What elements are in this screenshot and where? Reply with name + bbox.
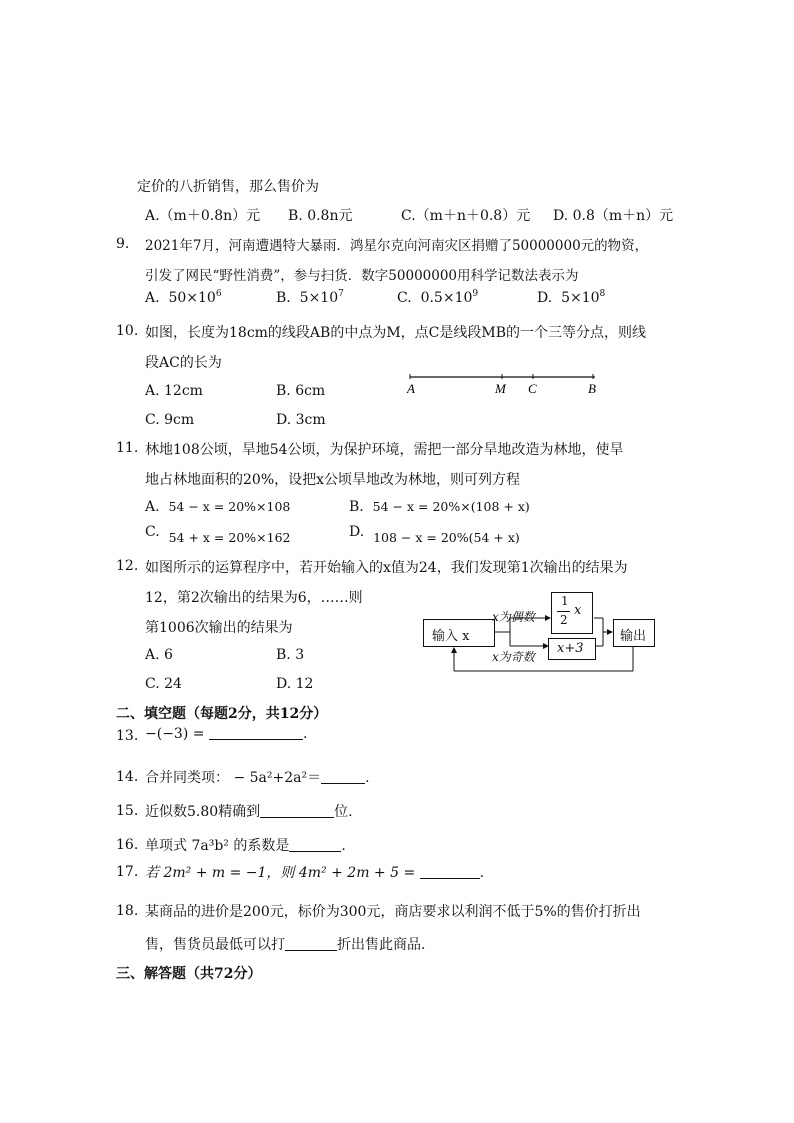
q15-number: 15. (116, 803, 139, 819)
flow-input-box: 输入 x (423, 619, 495, 647)
q10-option-a: A. 12cm (145, 383, 203, 399)
q10-option-c: C. 9cm (145, 412, 195, 428)
point-c-label: C (528, 381, 537, 396)
q9-option-a: A. $50\times 10^6$ (145, 289, 222, 306)
q9-line2: 引发了网民“野性消费”，参与扫货．数字50000000用科学记数法表示为 (145, 268, 579, 284)
q9-option-b: B. $5\times 10^7$ (276, 289, 344, 306)
point-b-label: B (588, 381, 596, 396)
q14-text: 合并同类项： − 5a²+2a²＝ . (145, 770, 370, 786)
q11-line1: 林地108公顷，旱地54公顷，为保护环境，需把一部分旱地改造为林地，使旱 (145, 442, 624, 458)
segment-figure (405, 370, 605, 398)
q13-text: −(−3) = . (145, 726, 308, 742)
q17-number: 17. (116, 864, 139, 880)
q9-number: 9. (116, 236, 130, 252)
q8-option-d: D. 0.8（m＋n）元 (553, 208, 674, 224)
flow-output-box: 输出 (613, 619, 655, 647)
q9-option-c: C. $0.5\times 10^9$ (397, 289, 479, 306)
q10-option-b: B. 6cm (276, 383, 326, 399)
q17-text: 若 2m² + m = −1，则 4m² + 2m + 5 = . (145, 865, 485, 881)
q18-answer-blank[interactable] (285, 937, 337, 951)
q12-line1: 如图所示的运算程序中，若开始输入的x值为24，我们发现第1次输出的结果为 (145, 560, 628, 576)
flow-even-label: x为偶数 (492, 610, 535, 624)
q11-number: 11. (116, 440, 139, 456)
q11-option-a: A. 54 − x = 20%×108 (145, 499, 291, 515)
q13-number: 13. (116, 728, 139, 744)
q12-option-b: B. 3 (276, 647, 305, 663)
q12-line3: 第1006次输出的结果为 (145, 620, 293, 636)
q8-option-a: A.（m＋0.8n）元 (145, 208, 261, 224)
q18-number: 18. (116, 903, 139, 919)
q14-answer-blank[interactable] (321, 770, 365, 784)
q10-option-d: D. 3cm (276, 412, 326, 428)
q18-line2: 售，售货员最低可以打 折出售此商品. (145, 937, 426, 953)
q11-option-b: B. 54 − x = 20%×(108 + x) (349, 499, 530, 515)
q14-number: 14. (116, 769, 139, 785)
q9-line1: 2021年7月，河南遭遇特大暴雨．鸿星尔克向河南灾区捐赠了50000000元的物资， (145, 238, 649, 254)
q10-number: 10. (116, 323, 139, 339)
q12-option-a: A. 6 (145, 647, 173, 663)
flow-odd-label: x为奇数 (492, 650, 535, 664)
q8-option-b: B. 0.8n元 (288, 208, 353, 224)
flow-half-box: 1 2 x (551, 592, 593, 634)
q16-answer-blank[interactable] (289, 838, 341, 852)
q15-text: 近似数5.80精确到 位. (145, 804, 353, 820)
q9-option-d: D. $5\times 10^8$ (537, 289, 606, 306)
q8-option-c: C.（m＋n＋0.8）元 (401, 208, 531, 224)
q17-answer-blank[interactable] (420, 865, 480, 879)
q11-option-c: C. 54 + x = 20%×162 (145, 524, 291, 545)
q15-answer-blank[interactable] (260, 804, 334, 818)
q13-answer-blank[interactable] (209, 726, 303, 740)
q11-line2: 地占林地面积的20%，设把x公顷旱地改为林地，则可列方程 (145, 472, 521, 488)
q8-continuation: 定价的八折销售，那么售价为 (137, 179, 319, 195)
q12-number: 12. (116, 558, 139, 574)
q10-line1: 如图，长度为18cm的线段AB的中点为M，点C是线段MB的一个三等分点，则线 (145, 325, 646, 341)
point-m-label: M (495, 381, 506, 396)
q16-text: 单项式 7a³b² 的系数是 . (145, 838, 346, 854)
q11-option-d: D. 108 − x = 20%(54 + x) (349, 524, 520, 545)
q12-option-d: D. 12 (276, 676, 314, 692)
point-a-label: A (407, 381, 415, 396)
section-3-heading: 三、解答题（共72分） (116, 966, 262, 982)
flow-plus3-box: x+3 (548, 638, 596, 660)
section-2-heading: 二、填空题（每题2分，共12分） (116, 706, 328, 722)
q12-option-c: C. 24 (145, 676, 182, 692)
q18-line1: 某商品的进价是200元，标价为300元，商店要求以利润不低于5%的售价打折出 (145, 904, 641, 920)
q16-number: 16. (116, 837, 139, 853)
q10-line2: 段AC的长为 (145, 355, 222, 371)
q12-line2: 12，第2次输出的结果为6，……则 (145, 590, 363, 606)
